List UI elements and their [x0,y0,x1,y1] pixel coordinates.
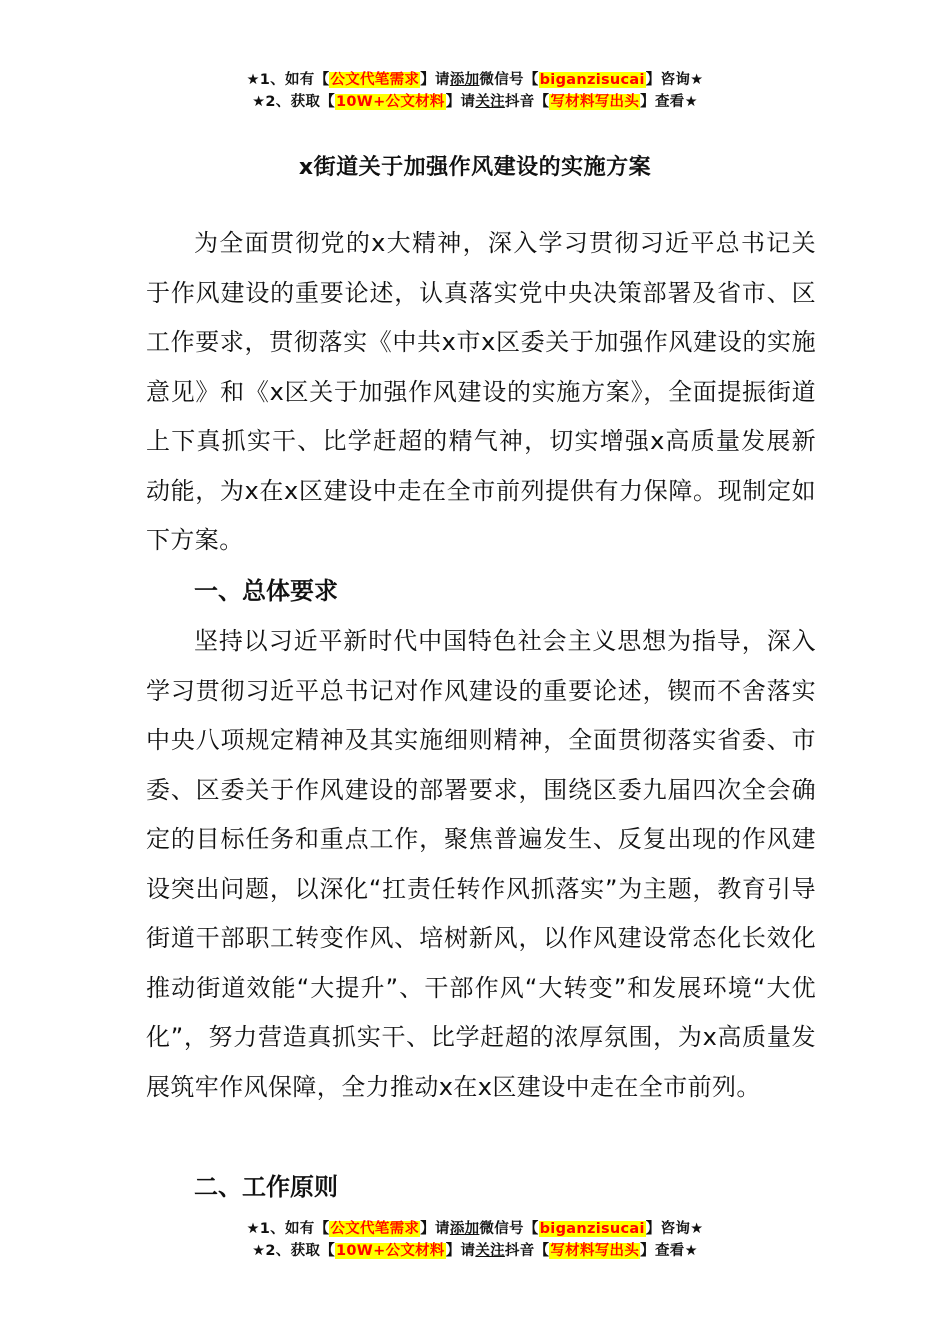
banner-line-1 [0,1219,950,1241]
banner-text: ★1、如有【 [246,72,330,88]
section-heading-2: 二、工作原则 [194,1173,338,1201]
paragraph-1-block [146,219,816,566]
banner-line-1 [0,70,950,92]
banner-underline: 关注 [475,1243,505,1259]
banner-text: 抖音【 [504,1243,550,1259]
banner-text: ★2、获取【 [252,94,335,110]
banner-highlight: 写材料写出头 [550,94,640,110]
banner-text: 微信号【 [479,1221,539,1237]
banner-text: 微信号【 [479,72,539,88]
banner-line-2 [0,92,950,114]
footer-banner [0,1219,950,1263]
banner-underline: 关注 [475,94,505,110]
banner-text: ★1、如有【 [246,1221,330,1237]
banner-text: 】查看★ [640,1243,698,1259]
banner-underline: 添加 [449,1221,480,1237]
banner-highlight: biganzisucai [539,72,645,88]
banner-text: 】请 [420,72,450,88]
heading-1-block [146,567,816,617]
heading-2-block [146,1163,816,1213]
banner-text: 】请 [445,94,476,110]
document-title: x街道关于加强作风建设的实施方案 [298,155,652,180]
paragraph-2: 坚持以习近平新时代中国特色社会主义思想为指导，深入学习贯彻习近平总书记对作风建设的重要论述，锲而不舍落实中央八项规定精神及其实施细则精神，全面贯彻落实省委、市委、区委关于作风建设的部署要求，围绕区委九届四次全会确定的目标任务和重点工作，聚焦普遍发生、反复出现的作风建设突出问题，以深化“扛责任转作风抓落实”为主题，教育引导街道干部职工转变作风、培树新风，以作风建设常态化长效化推动街道效能“大提升”、干部作风“大转变”和发展环境“大优化”，努力营造真抓实干、比学赶超的浓厚氛围，为x高质量发展筑牢作风保障，全力推动x在x区建设中走在全市前列。 [146,627,816,1101]
section-heading-1: 一、总体要求 [194,577,338,605]
banner-highlight: 公文代笔需求 [330,72,420,88]
banner-highlight: 10W+公文材料 [336,1243,445,1259]
banner-text: ★2、获取【 [252,1243,335,1259]
header-banner [0,70,950,114]
paragraph-2-block [146,617,816,1112]
banner-text: 】查看★ [640,94,698,110]
paragraph-1: 为全面贯彻党的x大精神，深入学习贯彻习近平总书记关于作风建设的重要论述，认真落实党中央决策部署及省市、区工作要求，贯彻落实《中共x市x区委关于加强作风建设的实施意见》和《x区关于加强作风建设的实施方案》，全面提振街道上下真抓实干、比学赶超的精气神，切实增强x高质量发展新动能，为x在x区建设中走在全市前列提供有力保障。现制定如下方案。 [146,229,816,554]
banner-text: 】咨询★ [645,1221,704,1237]
banner-text: 】请 [445,1243,476,1259]
banner-highlight: 10W+公文材料 [336,94,445,110]
banner-underline: 添加 [449,72,480,88]
banner-highlight: biganzisucai [539,1221,645,1237]
banner-line-2 [0,1241,950,1263]
banner-highlight: 公文代笔需求 [330,1221,420,1237]
banner-text: 】请 [420,1221,450,1237]
banner-text: 】咨询★ [645,72,704,88]
banner-highlight: 写材料写出头 [550,1243,640,1259]
banner-text: 抖音【 [504,94,550,110]
